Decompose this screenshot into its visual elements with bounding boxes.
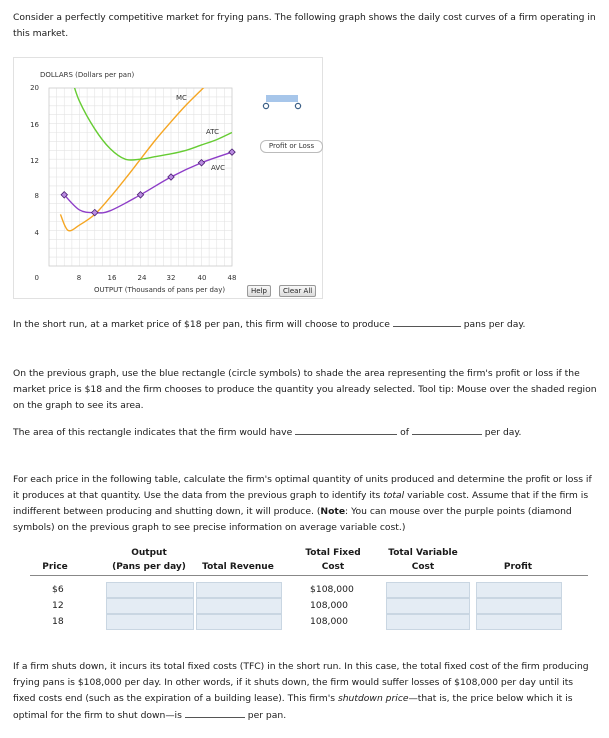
avc-point-diamond-icon[interactable] — [137, 192, 143, 198]
shutdown-price-dropdown[interactable] — [185, 707, 245, 718]
header-output-1: Output — [131, 548, 167, 558]
y-axis-label: DOLLARS (Dollars per pan) — [40, 71, 135, 79]
row-2-price: 12 — [52, 600, 64, 611]
q2-amount-dropdown[interactable] — [412, 424, 482, 435]
header-tvc-2: Cost — [411, 562, 435, 572]
help-button[interactable]: Help — [247, 285, 271, 297]
header-divider — [30, 575, 588, 576]
q2-suffix: per day. — [484, 427, 522, 438]
avc-point-diamond-icon[interactable] — [198, 160, 204, 166]
atc-label: ATC — [206, 128, 219, 136]
q2-middle: of — [400, 427, 409, 438]
tick-x-32: 32 — [166, 274, 176, 282]
curve-mc — [60, 75, 216, 231]
row-1-output-input[interactable] — [106, 582, 194, 598]
tick-x-48: 48 — [227, 274, 237, 282]
header-tvc-1: Total Variable — [388, 548, 458, 558]
row-2-tvc-input[interactable] — [386, 598, 470, 614]
p3-italic: total — [383, 490, 405, 501]
q1-prefix: In the short run, at a market price of $18 per pan, this firm will choose to produce — [13, 319, 390, 330]
q1-quantity-dropdown[interactable] — [393, 316, 461, 327]
row-3-tvc-input[interactable] — [386, 614, 470, 630]
row-3-tfc: 108,000 — [310, 616, 348, 627]
avc-point-diamond-icon[interactable] — [92, 209, 98, 215]
tick-y-8: 8 — [34, 192, 39, 200]
q2-prefix: The area of this rectangle indicates that the firm would have — [13, 427, 293, 438]
avc-point-diamond-icon[interactable] — [229, 149, 235, 155]
header-output-2: (Pans per day) — [112, 562, 186, 572]
clear-all-button[interactable]: Clear All — [279, 285, 316, 297]
p4-italic: shutdown price — [337, 693, 409, 704]
cost-curves-graph[interactable] — [13, 57, 323, 299]
curve-atc — [72, 79, 232, 160]
p3-text-b: variable cost. Assume that if the firm is indifferent between producing and shutting down, it will produce. ( — [13, 490, 589, 517]
avc-label: AVC — [211, 164, 226, 172]
row-1-profit-input[interactable] — [476, 582, 562, 598]
header-tfc-2: Cost — [321, 562, 345, 572]
row-2-revenue-input[interactable] — [196, 598, 282, 614]
tick-y-0: 0 — [34, 274, 39, 282]
tick-x-8: 8 — [76, 274, 82, 282]
header-profit: Profit — [503, 562, 533, 572]
row-1-price: $6 — [52, 584, 64, 595]
question-2 — [13, 424, 521, 441]
rect-handle-left-icon[interactable] — [263, 103, 268, 108]
avc-point-diamond-icon[interactable] — [168, 174, 174, 180]
row-2-output-input[interactable] — [106, 598, 194, 614]
tick-y-16: 16 — [30, 121, 39, 129]
p4-text-b: —that is, the price below which it is optimal for the firm to shut down—is — [13, 693, 573, 721]
shutdown-paragraph — [13, 659, 598, 724]
tick-y-12: 12 — [30, 157, 39, 165]
graph-grid — [49, 88, 232, 266]
tick-y-20: 20 — [30, 84, 39, 92]
q2-profit-loss-dropdown[interactable] — [295, 424, 397, 435]
instructions-table — [13, 472, 598, 536]
tick-x-16: 16 — [107, 274, 117, 282]
profit-loss-tool-label: Profit or Loss — [260, 140, 323, 153]
row-2-profit-input[interactable] — [476, 598, 562, 614]
instructions-rectangle: On the previous graph, use the blue rectangle (circle symbols) to shade the area representing the firm's profit or loss if the market price is $18 and the firm chooses to produce the quantity you already selected. Tool tip: Mouse over the shaded region on the graph to see its area. — [13, 368, 597, 411]
p3-text-a: For each price in the following table, calculate the firm's optimal quantity of units produced and determine the profit or loss if it produces at that quantity. Use the data from the previous graph to identify its — [13, 474, 592, 501]
header-price: Price — [42, 562, 68, 572]
q1-suffix: pans per day. — [463, 319, 526, 330]
profit-loss-rectangle[interactable] — [266, 95, 298, 102]
mc-label: MC — [176, 94, 187, 102]
x-axis-label: OUTPUT (Thousands of pans per day) — [94, 286, 226, 294]
rect-handle-right-icon[interactable] — [295, 103, 300, 108]
row-1-revenue-input[interactable] — [196, 582, 282, 598]
row-1-tfc: $108,000 — [310, 584, 354, 595]
header-total-revenue: Total Revenue — [202, 562, 274, 572]
intro-text: Consider a perfectly competitive market for frying pans. The following graph shows the daily cost curves of a firm operating in this market. — [13, 12, 596, 39]
p4-text-c: per pan. — [247, 710, 287, 721]
row-1-tvc-input[interactable] — [386, 582, 470, 598]
tick-y-4: 4 — [34, 229, 39, 237]
question-1 — [13, 316, 525, 333]
row-3-output-input[interactable] — [106, 614, 194, 630]
p3-text-c: : You can mouse over the purple points (diamond symbols) on the previous graph to see precise information on average variable cost.) — [13, 506, 572, 533]
profit-loss-rectangle-tool[interactable] — [260, 94, 324, 110]
p4-text-a: If a firm shuts down, it incurs its total fixed costs (TFC) in the short run. In this case, the total fixed cost of the firm producing frying pans is $108,000 per day. In other words, if it shuts down, the firm would suffer losses of $108,000 per day until its fixed costs end (such as the expiration of a building lease). This firm's — [13, 661, 589, 704]
row-2-tfc: 108,000 — [310, 600, 348, 611]
row-3-profit-input[interactable] — [476, 614, 562, 630]
p3-note: Note — [320, 506, 346, 517]
header-tfc-1: Total Fixed — [305, 548, 361, 558]
row-3-revenue-input[interactable] — [196, 614, 282, 630]
tick-x-24: 24 — [137, 274, 147, 282]
tick-x-40: 40 — [197, 274, 207, 282]
row-3-price: 18 — [52, 616, 64, 627]
